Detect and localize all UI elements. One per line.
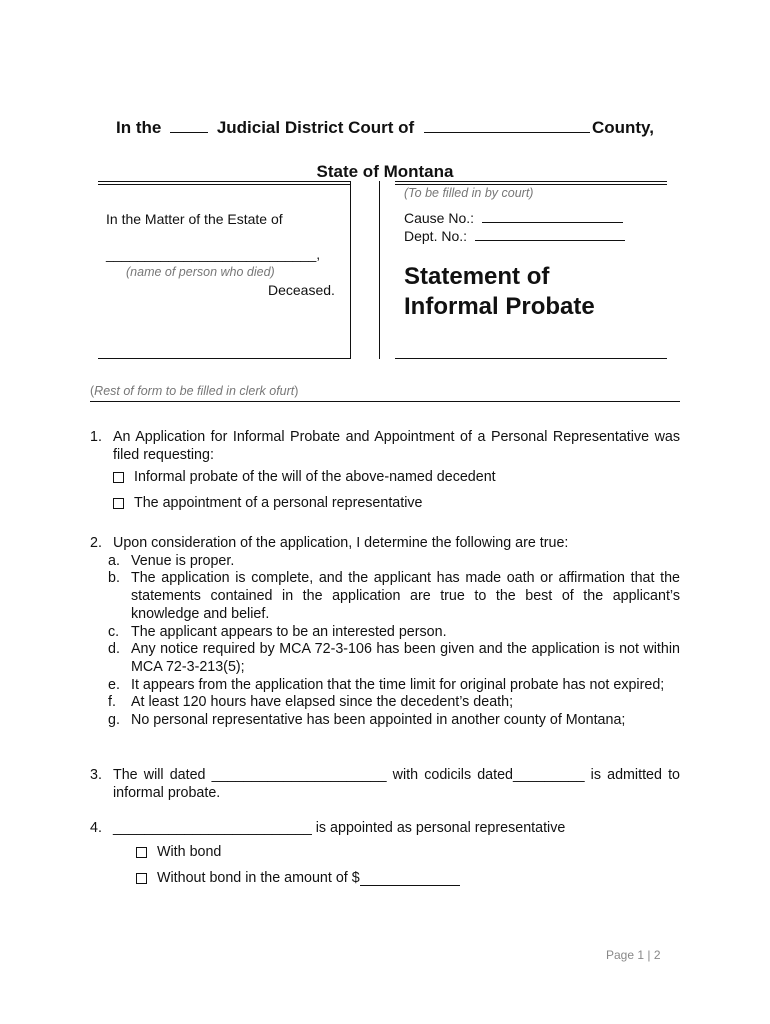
- item-2-number: 2.: [90, 535, 102, 551]
- estate-matter-label: In the Matter of the Estate of: [106, 211, 283, 227]
- item-4-number: 4.: [90, 820, 102, 836]
- finding-g: g. No personal representative has been appointed in another county of Montana;: [108, 712, 626, 729]
- caption-top-rule-left: [98, 181, 350, 182]
- finding-f-text: At least 120 hours have elapsed since the decedent’s death;: [131, 694, 514, 711]
- caption-bottom-rule-left: [98, 358, 350, 359]
- finding-a: a. Venue is proper.: [108, 552, 235, 569]
- finding-d-text: Any notice required by MCA 72-3-106 has been given and the application is not within MCA 72-3-213(5);: [131, 641, 680, 675]
- item-2-text: Upon consideration of the application, I determine the following are true:: [113, 535, 569, 551]
- caption-divider-left: [350, 181, 351, 359]
- item-3-text: The will dated ______________________ with codicils dated_________ is admitted to informal probate.: [113, 767, 680, 801]
- finding-e-text: It appears from the application that the time limit for original probate has not expired;: [131, 676, 665, 693]
- court-use-note: (To be filled in by court): [404, 186, 534, 200]
- county-label: County,: [591, 118, 654, 137]
- item-4: [90, 820, 680, 838]
- item-3: [90, 767, 680, 802]
- finding-b-text: The application is complete, and the applicant has made oath or affirmation that the statements contained in the application are true to the best of the applicant’s knowledge and belief.: [131, 570, 680, 622]
- item-4-option-without-bond-label: Without bond in the amount of $: [157, 870, 360, 886]
- document-title: [404, 262, 595, 322]
- cause-number-field: [404, 210, 623, 226]
- item-4-option-with-bond-label: With bond: [157, 844, 222, 860]
- checkbox[interactable]: [136, 847, 147, 858]
- district-number-blank: [170, 132, 208, 133]
- checkbox[interactable]: [113, 472, 124, 483]
- finding-b: b. The application is complete, and the applicant has made oath or affirmation that the statements contained in the application are true to the best of the applicant’s knowledge and belief.: [108, 570, 680, 622]
- item-1-option-probate[interactable]: [113, 469, 496, 485]
- item-4-option-with-bond[interactable]: [136, 844, 221, 860]
- finding-a-text: Venue is proper.: [131, 552, 235, 569]
- finding-d: d. Any notice required by MCA 72-3-106 has been given and the application is not within MCA 72-3-213(5);: [108, 641, 680, 675]
- caption-bottom-rule-right: [395, 358, 667, 359]
- finding-c: c. The applicant appears to be an interested person.: [108, 623, 447, 640]
- county-name-blank: [424, 132, 590, 133]
- item-1-option-appointment[interactable]: [113, 495, 423, 511]
- caption-top-rule-left-2: [98, 184, 350, 185]
- caption-top-rule-right-2: [395, 184, 667, 185]
- item-1-option-probate-label: Informal probate of the will of the above-named decedent: [134, 469, 496, 485]
- cause-number-label: Cause No.:: [404, 210, 475, 226]
- finding-f: f. At least 120 hours have elapsed since the decedent’s death;: [108, 694, 514, 711]
- checkbox[interactable]: [113, 498, 124, 509]
- item-1-number: 1.: [90, 429, 102, 445]
- caption-top-rule-right: [395, 181, 667, 182]
- in-the-label: In the: [116, 118, 162, 137]
- clerk-note: [90, 384, 298, 398]
- dept-number-blank: [475, 240, 625, 241]
- title-line-2: Informal Probate: [404, 293, 595, 320]
- finding-g-text: No personal representative has been appointed in another county of Montana;: [131, 712, 626, 729]
- title-line-1: Statement of: [404, 263, 550, 290]
- item-1: [90, 429, 680, 464]
- clerk-note-text: Rest of form to be filled in clerk ofurt: [94, 384, 295, 398]
- court-label: Judicial District Court of: [216, 118, 415, 137]
- page-number: Page 1 | 2: [606, 948, 661, 962]
- clerk-note-open: (: [90, 384, 95, 398]
- deceased-label: Deceased.: [268, 282, 335, 298]
- item-1-text: An Application for Informal Probate and Appointment of a Personal Representative was filed requesting:: [113, 429, 680, 463]
- decedent-name-blank: ___________________________,: [106, 246, 321, 262]
- dept-number-label: Dept. No.:: [404, 228, 468, 244]
- item-3-number: 3.: [90, 767, 102, 783]
- checkbox[interactable]: [136, 873, 147, 884]
- finding-e: e. It appears from the application that the time limit for original probate has not expired;: [108, 676, 665, 693]
- caption-divider-right: [379, 181, 380, 359]
- finding-c-text: The applicant appears to be an interested person.: [131, 623, 447, 640]
- court-header-line: [0, 118, 770, 138]
- item-4-option-without-bond[interactable]: [136, 870, 460, 886]
- item-4-text: _________________________ is appointed as personal representative: [113, 820, 566, 836]
- clerk-note-rule: [90, 401, 680, 402]
- cause-number-blank: [482, 222, 623, 223]
- item-2: [90, 535, 680, 730]
- dept-number-field: [404, 228, 625, 244]
- state-header: State of Montana: [316, 162, 454, 181]
- bond-amount-blank[interactable]: [360, 870, 460, 886]
- decedent-name-hint: (name of person who died): [126, 265, 275, 279]
- clerk-note-close: ): [294, 384, 299, 398]
- item-1-option-appointment-label: The appointment of a personal representative: [134, 495, 423, 511]
